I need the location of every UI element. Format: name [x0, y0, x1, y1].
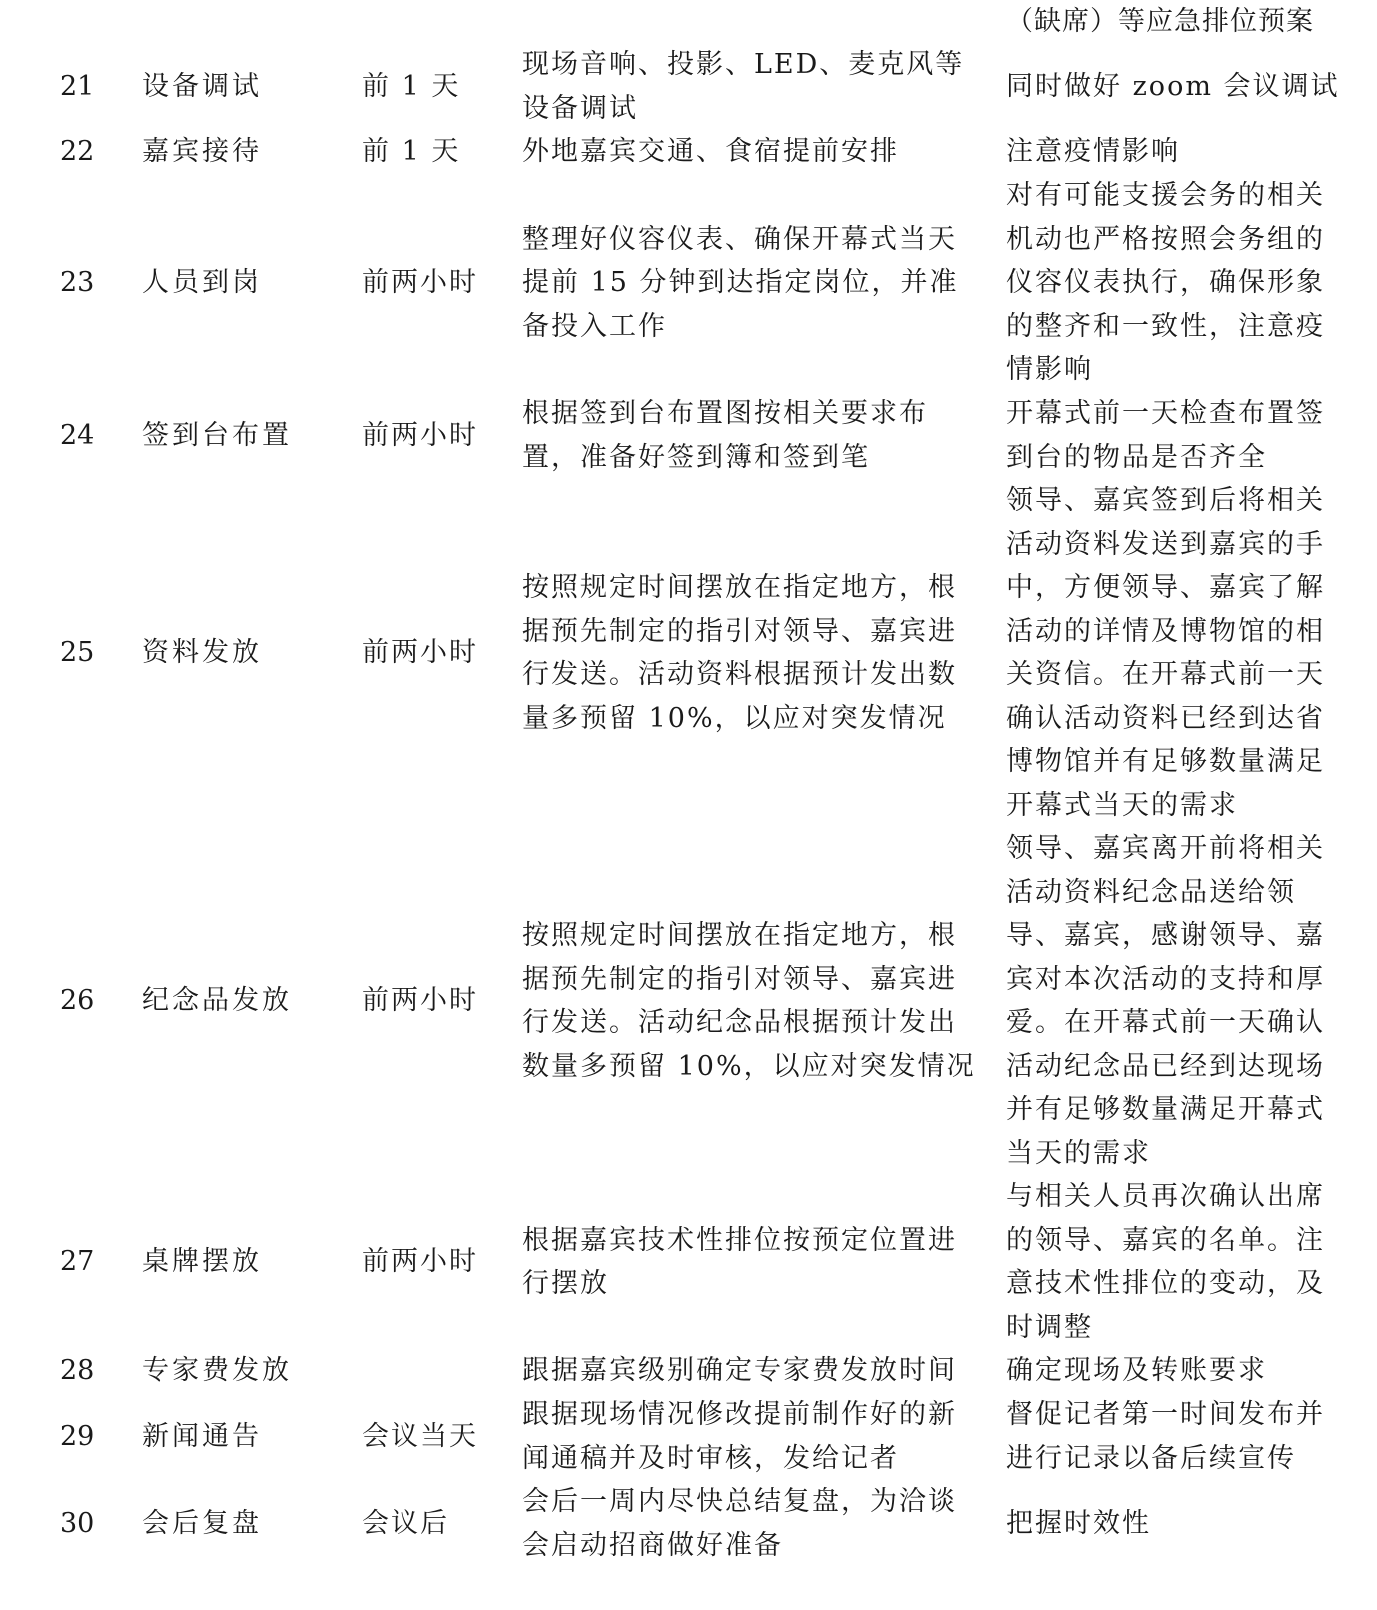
- table-row: [0, 1393, 1377, 1480]
- task-content: 整理好仪容仪表、确保开幕式当天提前 15 分钟到达指定岗位，并准备投入工作: [522, 223, 959, 342]
- task-note: 同时做好 zoom 会议调试: [1006, 70, 1340, 102]
- row-number: 30: [60, 1507, 95, 1539]
- row-number: 28: [60, 1355, 95, 1387]
- task-content: 按照规定时间摆放在指定地方，根据预先制定的指引对领导、嘉宾进行发送。活动纪念品根据预计发出数量多预留 10%，以应对突发情况: [522, 920, 976, 1082]
- table-row: [0, 1175, 1377, 1349]
- task-time: 会议当天: [362, 1420, 478, 1452]
- task-content: 外地嘉宾交通、食宿提前安排: [522, 136, 899, 168]
- previous-note-continuation: （缺席）等应急排位预案: [1006, 6, 1314, 37]
- task-note: 确定现场及转账要求: [1006, 1355, 1267, 1387]
- row-number: 21: [60, 70, 95, 102]
- task-note: 督促记者第一时间发布并进行记录以备后续宣传: [1006, 1399, 1325, 1474]
- row-number: 23: [60, 267, 95, 299]
- task-content: 现场音响、投影、LED、麦克风等设备调试: [522, 49, 965, 124]
- row-number: 24: [60, 419, 95, 451]
- task-note: 注意疫情影响: [1006, 136, 1180, 168]
- row-number: 26: [60, 985, 95, 1017]
- task-content: 根据签到台布置图按相关要求布置，准备好签到簿和签到笔: [522, 398, 928, 473]
- task-item: 资料发放: [142, 637, 262, 669]
- task-time: 会议后: [362, 1507, 449, 1539]
- task-content: 根据嘉宾技术性排位按预定位置进行摆放: [522, 1224, 957, 1299]
- task-time: 前两小时: [362, 419, 478, 451]
- row-number: 22: [60, 136, 95, 168]
- task-item: 嘉宾接待: [142, 136, 262, 168]
- row-number: 27: [60, 1246, 95, 1278]
- task-content: 按照规定时间摆放在指定地方，根据预先制定的指引对领导、嘉宾进行发送。活动资料根据预计发出数量多预留 10%，以应对突发情况: [522, 572, 957, 734]
- row-number: 29: [60, 1420, 95, 1452]
- table-row: [0, 174, 1377, 392]
- task-time: 前两小时: [362, 985, 478, 1017]
- task-note: 与相关人员再次确认出席的领导、嘉宾的名单。注意技术性排位的变动，及时调整: [1006, 1181, 1325, 1343]
- task-time: 前两小时: [362, 267, 478, 299]
- task-content: 跟据嘉宾级别确定专家费发放时间: [522, 1355, 957, 1387]
- task-item: 专家费发放: [142, 1355, 292, 1387]
- row-number: 25: [60, 637, 95, 669]
- table-row: [0, 1349, 1377, 1393]
- task-time: 前两小时: [362, 1246, 478, 1278]
- task-item: 新闻通告: [142, 1420, 262, 1452]
- task-item: 纪念品发放: [142, 985, 292, 1017]
- task-item: 人员到岗: [142, 267, 262, 299]
- task-note: 领导、嘉宾离开前将相关活动资料纪念品送给领导、嘉宾，感谢领导、嘉宾对本次活动的支持和厚爱。在开幕式前一天确认活动纪念品已经到达现场并有足够数量满足开幕式当天的需求: [1006, 833, 1325, 1169]
- task-note: 领导、嘉宾签到后将相关活动资料发送到嘉宾的手中，方便领导、嘉宾了解活动的详情及博物馆的相关资信。在开幕式前一天确认活动资料已经到达省博物馆并有足够数量满足开幕式当天的需求: [1006, 485, 1325, 821]
- task-time: 前 1 天: [362, 136, 461, 168]
- table-row: [0, 392, 1377, 479]
- task-content: 跟据现场情况修改提前制作好的新闻通稿并及时审核，发给记者: [522, 1399, 957, 1474]
- task-item: 设备调试: [142, 70, 262, 102]
- task-note: 对有可能支援会务的相关机动也严格按照会务组的仪容仪表执行，确保形象的整齐和一致性，注意疫情影响: [1006, 180, 1325, 386]
- task-time: 前 1 天: [362, 70, 461, 102]
- task-item: 桌牌摆放: [142, 1246, 262, 1278]
- task-note: 把握时效性: [1006, 1507, 1151, 1539]
- task-content: 会后一周内尽快总结复盘，为洽谈会启动招商做好准备: [522, 1486, 957, 1561]
- task-item: 会后复盘: [142, 1507, 262, 1539]
- task-note: 开幕式前一天检查布置签到台的物品是否齐全: [1006, 398, 1325, 473]
- table-row: [0, 43, 1377, 130]
- table-row: [0, 479, 1377, 827]
- table-row: [0, 130, 1377, 174]
- task-item: 签到台布置: [142, 419, 292, 451]
- task-time: 前两小时: [362, 637, 478, 669]
- table-row: [0, 1480, 1377, 1567]
- table-row: [0, 827, 1377, 1175]
